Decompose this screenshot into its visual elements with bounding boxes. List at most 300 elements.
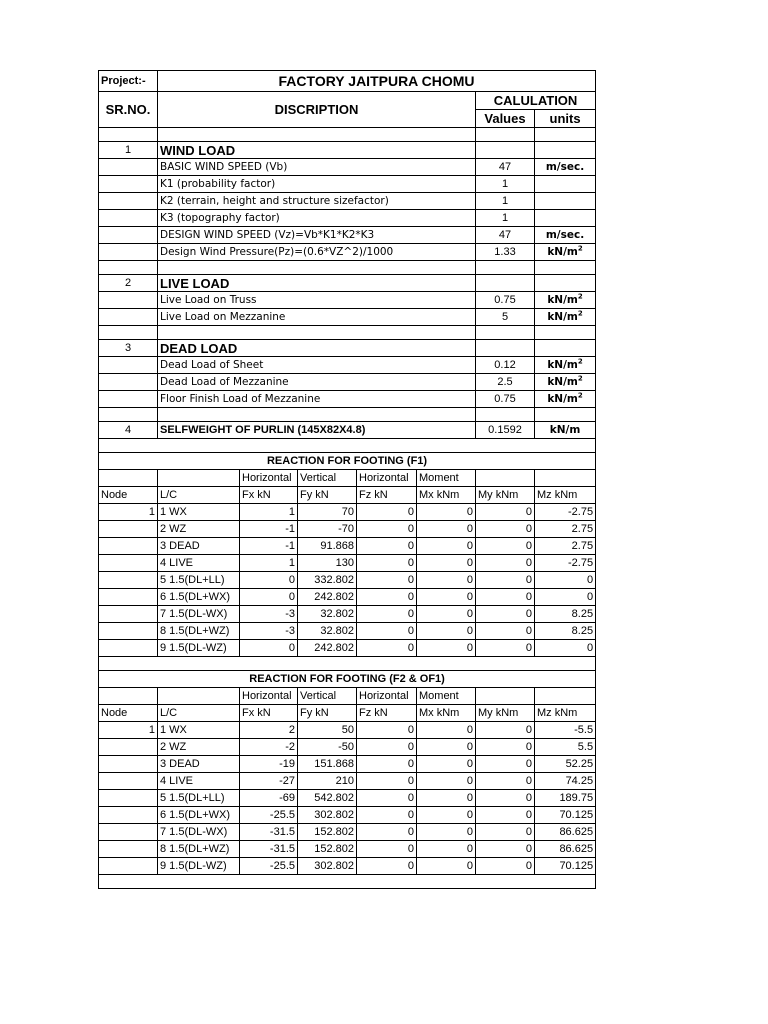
group-header-cell [535,470,596,487]
unit-text: m/sec. [545,160,585,173]
units-header: units [535,110,596,128]
reaction-cell: 0 [476,538,535,555]
load-row [99,210,596,227]
reaction-row [99,623,596,640]
group-header-cell [158,470,240,487]
section-spacer-row [99,408,596,422]
reaction-cell: 332.802 [298,572,357,589]
reaction-cell: 0 [240,572,298,589]
column-header-cell: Mx kNm [417,487,476,504]
project-label: Project:- [99,71,158,92]
blank-cell [476,326,535,340]
reaction-cell: -2.75 [535,504,596,521]
section-spacer-row [99,128,596,142]
reaction-cell [99,623,158,640]
reaction-cell: 3 DEAD [158,538,240,555]
reaction-cell: 242.802 [298,589,357,606]
reaction-cell: 70.125 [535,807,596,824]
section-title: DEAD LOAD [158,340,476,357]
section-number: 1 [99,142,158,159]
load-description: K3 (topography factor) [158,210,476,227]
column-header-cell: My kNm [476,705,535,722]
section-title: LIVE LOAD [158,275,476,292]
column-header-cell: L/C [158,705,240,722]
project-name: FACTORY JAITPURA CHOMU [158,71,596,92]
unit-text: kN/m [547,358,578,371]
load-description: K1 (probability factor) [158,176,476,193]
reaction-cell: 0 [357,606,417,623]
reaction-cell: -50 [298,739,357,756]
section-spacer-row [99,261,596,275]
unit-text: kN/m [547,245,578,258]
reaction-cell: 152.802 [298,824,357,841]
load-unit [535,244,596,261]
reaction-cell: 0 [476,504,535,521]
load-unit [535,176,596,193]
reaction-cell: 4 LIVE [158,555,240,572]
column-header-cell: Mz kNm [535,705,596,722]
reaction-cell: 0 [476,790,535,807]
load-unit [535,357,596,374]
reaction-cell: 5 1.5(DL+LL) [158,790,240,807]
reaction-cell: 0 [417,790,476,807]
load-value: 47 [476,159,535,176]
reaction-cell: -2 [240,739,298,756]
reaction-cell: 2.75 [535,538,596,555]
reaction-cell: -25.5 [240,858,298,875]
blank-cell [535,326,596,340]
reaction-cell: 0 [476,807,535,824]
reaction-cell: 1 WX [158,504,240,521]
blank-cell [99,875,596,889]
description-header: DISCRIPTION [158,92,476,128]
group-header-cell: Vertical [298,470,357,487]
reaction-cell [99,790,158,807]
load-value: 1.33 [476,244,535,261]
reaction-cell: 0 [535,640,596,657]
reaction-cell: 0 [476,572,535,589]
reaction-cell: 0 [357,773,417,790]
reaction-cell: 2.75 [535,521,596,538]
values-header: Values [476,110,535,128]
blank-cell [99,439,596,453]
empty-srno-cell [99,357,158,374]
reaction-title-row [99,671,596,688]
group-header-cell: Moment [417,470,476,487]
load-value: 1 [476,193,535,210]
reaction-cell: 0 [357,589,417,606]
load-description: Live Load on Truss [158,292,476,309]
reaction-cell: -5.5 [535,722,596,739]
reaction-row [99,841,596,858]
reaction-row [99,504,596,521]
unit-text: kN/m [547,392,578,405]
reaction-row [99,739,596,756]
empty-srno-cell [99,374,158,391]
reaction-cell: 189.75 [535,790,596,807]
blank-cell [476,408,535,422]
reaction-row [99,521,596,538]
reaction-cell: 0 [535,589,596,606]
group-header-cell: Horizontal [240,470,298,487]
reaction-cell: 0 [357,790,417,807]
load-description: BASIC WIND SPEED (Vb) [158,159,476,176]
srno-header: SR.NO. [99,92,158,128]
empty-srno-cell [99,309,158,326]
reaction-group-header-row [99,470,596,487]
section-title-row [99,142,596,159]
unit-text: m/sec. [545,228,585,241]
section-title-row [99,275,596,292]
load-unit [535,391,596,408]
reaction-cell: 0 [357,841,417,858]
reaction-cell: 0 [417,756,476,773]
unit-exponent: 2 [577,244,583,252]
reaction-cell [99,841,158,858]
reaction-cell [99,555,158,572]
reaction-cell: 4 LIVE [158,773,240,790]
reaction-cell [99,521,158,538]
reaction-cell: 0 [357,824,417,841]
reaction-cell [99,640,158,657]
section-number: 3 [99,340,158,357]
blank-cell [99,261,158,275]
reaction-cell: -19 [240,756,298,773]
load-unit [535,292,596,309]
reaction-cell: 0 [417,841,476,858]
column-header-cell: Node [99,487,158,504]
unit-exponent: 2 [577,309,583,317]
purlin-row [99,422,596,439]
reaction-cell: 0 [476,773,535,790]
reaction-cell: 0 [535,572,596,589]
reaction-cell: -1 [240,538,298,555]
reaction-cell: 130 [298,555,357,572]
blank-cell [158,261,476,275]
reaction-cell: 0 [357,555,417,572]
empty-srno-cell [99,244,158,261]
reaction-cell: 0 [357,572,417,589]
reaction-cell: 32.802 [298,623,357,640]
load-unit: kN/m [535,422,596,439]
load-unit [535,159,596,176]
group-header-cell: Vertical [298,688,357,705]
reaction-cell: 32.802 [298,606,357,623]
reaction-cell [99,589,158,606]
reaction-cell: 0 [476,722,535,739]
blank-cell [535,128,596,142]
empty-srno-cell [99,227,158,244]
group-header-cell: Moment [417,688,476,705]
load-table [98,70,596,889]
load-description: Floor Finish Load of Mezzanine [158,391,476,408]
blank-cell [535,408,596,422]
reaction-row [99,722,596,739]
reaction-cell: 0 [417,773,476,790]
reaction-cell: 0 [476,555,535,572]
group-header-cell [476,688,535,705]
reaction-cell: 1 WX [158,722,240,739]
reaction-cell: 0 [417,640,476,657]
unit-exponent: 2 [577,391,583,399]
blank-cell [476,261,535,275]
reaction-row [99,858,596,875]
load-description: Design Wind Pressure(Pz)=(0.6*VZ^2)/1000 [158,244,476,261]
column-header-cell: Node [99,705,158,722]
load-value: 0.12 [476,357,535,374]
reaction-cell: 0 [357,521,417,538]
unit-text: kN/m [547,310,578,323]
reaction-cell [99,773,158,790]
unit-exponent: 2 [577,292,583,300]
load-value: 1 [476,176,535,193]
load-row [99,292,596,309]
reaction-cell: 0 [357,504,417,521]
reaction-cell: 0 [417,538,476,555]
column-header-cell: Fx kN [240,705,298,722]
reaction-cell: 0 [417,521,476,538]
reaction-cell: 542.802 [298,790,357,807]
reaction-cell: 0 [476,756,535,773]
reaction-table-title: REACTION FOR FOOTING (F2 & OF1) [99,671,596,688]
load-value: 2.5 [476,374,535,391]
load-unit [535,227,596,244]
section-title: WIND LOAD [158,142,476,159]
reaction-cell [99,807,158,824]
reaction-cell [99,606,158,623]
unit-exponent: 2 [577,374,583,382]
reaction-cell: 7 1.5(DL-WX) [158,824,240,841]
reaction-cell: 6 1.5(DL+WX) [158,589,240,606]
section-title: SELFWEIGHT OF PURLIN (145X82X4.8) [158,422,476,439]
reaction-cell: 5 1.5(DL+LL) [158,572,240,589]
reaction-row [99,589,596,606]
column-header-cell: My kNm [476,487,535,504]
reaction-cell: 0 [417,572,476,589]
blank-cell [99,408,158,422]
load-row [99,193,596,210]
reaction-cell: 2 WZ [158,521,240,538]
reaction-cell: 152.802 [298,841,357,858]
load-unit [535,193,596,210]
load-row [99,227,596,244]
reaction-cell: 0 [417,722,476,739]
reaction-cell: 0 [476,606,535,623]
column-header-cell: Fy kN [298,487,357,504]
reaction-cell: 70 [298,504,357,521]
load-row [99,176,596,193]
reaction-cell: 302.802 [298,858,357,875]
column-header-cell: Fy kN [298,705,357,722]
reaction-cell: 0 [357,858,417,875]
reaction-cell: 8.25 [535,606,596,623]
reaction-cell: 0 [417,858,476,875]
reaction-cell: 0 [357,623,417,640]
table-spacer-row [99,657,596,671]
reaction-cell: -3 [240,623,298,640]
reaction-row [99,640,596,657]
empty-srno-cell [99,292,158,309]
blank-cell [99,128,158,142]
reaction-cell: 0 [357,739,417,756]
reaction-cell: 0 [476,521,535,538]
group-header-cell [99,688,158,705]
load-value: 1 [476,210,535,227]
reaction-cell: 52.25 [535,756,596,773]
reaction-cell: 1 [99,504,158,521]
empty-srno-cell [99,391,158,408]
blank-cell [158,326,476,340]
reaction-cell: 2 WZ [158,739,240,756]
column-header-cell: L/C [158,487,240,504]
group-header-cell [158,688,240,705]
blank-cell [158,408,476,422]
reaction-cell: 5.5 [535,739,596,756]
reaction-cell: -25.5 [240,807,298,824]
section-title-row [99,340,596,357]
empty-value-cell [476,340,535,357]
reaction-cell: 1 [240,555,298,572]
group-header-cell: Horizontal [357,688,417,705]
reaction-cell: 0 [417,606,476,623]
reaction-cell: 2 [240,722,298,739]
reaction-row [99,606,596,623]
load-value: 0.75 [476,292,535,309]
reaction-cell: 0 [417,555,476,572]
group-header-cell: Horizontal [240,688,298,705]
blank-cell [535,261,596,275]
column-header-cell: Mx kNm [417,705,476,722]
reaction-row [99,555,596,572]
reaction-cell: -2.75 [535,555,596,572]
empty-unit-cell [535,275,596,292]
reaction-title-row [99,453,596,470]
reaction-cell: 8.25 [535,623,596,640]
calculation-header: CALULATION [476,92,596,110]
header-row-1 [99,92,596,110]
reaction-cell: 0 [417,589,476,606]
load-value: 47 [476,227,535,244]
column-header-cell: Fz kN [357,705,417,722]
reaction-cell: 302.802 [298,807,357,824]
load-value: 0.1592 [476,422,535,439]
reaction-cell: 0 [417,504,476,521]
empty-srno-cell [99,159,158,176]
reaction-cell: 8 1.5(DL+WZ) [158,623,240,640]
reaction-cell: 0 [357,538,417,555]
reaction-cell: 0 [476,824,535,841]
load-description: Live Load on Mezzanine [158,309,476,326]
reaction-group-header-row [99,688,596,705]
load-row [99,244,596,261]
load-description: Dead Load of Mezzanine [158,374,476,391]
unit-text: kN/m [547,375,578,388]
reaction-cell [99,572,158,589]
reaction-cell: 50 [298,722,357,739]
reaction-cell: 0 [357,807,417,824]
section-number: 4 [99,422,158,439]
reaction-cell: 9 1.5(DL-WZ) [158,640,240,657]
reaction-cell: 0 [476,640,535,657]
empty-value-cell [476,142,535,159]
blank-cell [158,128,476,142]
reaction-cell: 0 [476,841,535,858]
empty-value-cell [476,275,535,292]
unit-text: kN/m [547,293,578,306]
group-header-cell: Horizontal [357,470,417,487]
load-unit [535,374,596,391]
reaction-cell: 0 [476,739,535,756]
reaction-row [99,756,596,773]
load-value: 0.75 [476,391,535,408]
reaction-cell: 242.802 [298,640,357,657]
reaction-column-header-row [99,487,596,504]
reaction-cell [99,824,158,841]
blank-cell [99,657,596,671]
reaction-cell: 9 1.5(DL-WZ) [158,858,240,875]
load-row [99,374,596,391]
blank-cell [99,326,158,340]
section-number: 2 [99,275,158,292]
reaction-cell: -70 [298,521,357,538]
reaction-cell: 86.625 [535,841,596,858]
section-spacer-row [99,326,596,340]
reaction-column-header-row [99,705,596,722]
column-header-cell: Fx kN [240,487,298,504]
reaction-cell: 210 [298,773,357,790]
reaction-cell: 3 DEAD [158,756,240,773]
reaction-cell: 0 [357,640,417,657]
unit-exponent: 2 [577,357,583,365]
group-header-cell [99,470,158,487]
group-header-cell [476,470,535,487]
reaction-cell: 70.125 [535,858,596,875]
load-row [99,357,596,374]
reaction-table-title: REACTION FOR FOOTING (F1) [99,453,596,470]
reaction-cell: 8 1.5(DL+WZ) [158,841,240,858]
reaction-cell: 0 [357,722,417,739]
load-row [99,309,596,326]
load-description: Dead Load of Sheet [158,357,476,374]
load-unit [535,210,596,227]
reaction-cell: 0 [240,589,298,606]
load-value: 5 [476,309,535,326]
reaction-cell: 86.625 [535,824,596,841]
group-header-cell [535,688,596,705]
reaction-cell [99,756,158,773]
table-spacer-row [99,875,596,889]
load-row [99,391,596,408]
reaction-row [99,824,596,841]
calculation-sheet [98,70,595,889]
section-spacer-row [99,439,596,453]
reaction-cell: -31.5 [240,824,298,841]
load-description: K2 (terrain, height and structure sizefactor) [158,193,476,210]
load-row [99,159,596,176]
reaction-cell: 0 [240,640,298,657]
project-row [99,71,596,92]
reaction-cell: 1 [240,504,298,521]
reaction-cell: 0 [417,623,476,640]
reaction-row [99,807,596,824]
reaction-row [99,773,596,790]
empty-unit-cell [535,142,596,159]
reaction-cell: -1 [240,521,298,538]
empty-unit-cell [535,340,596,357]
reaction-cell: -31.5 [240,841,298,858]
load-description: DESIGN WIND SPEED (Vz)=Vb*K1*K2*K3 [158,227,476,244]
reaction-cell: 0 [417,824,476,841]
